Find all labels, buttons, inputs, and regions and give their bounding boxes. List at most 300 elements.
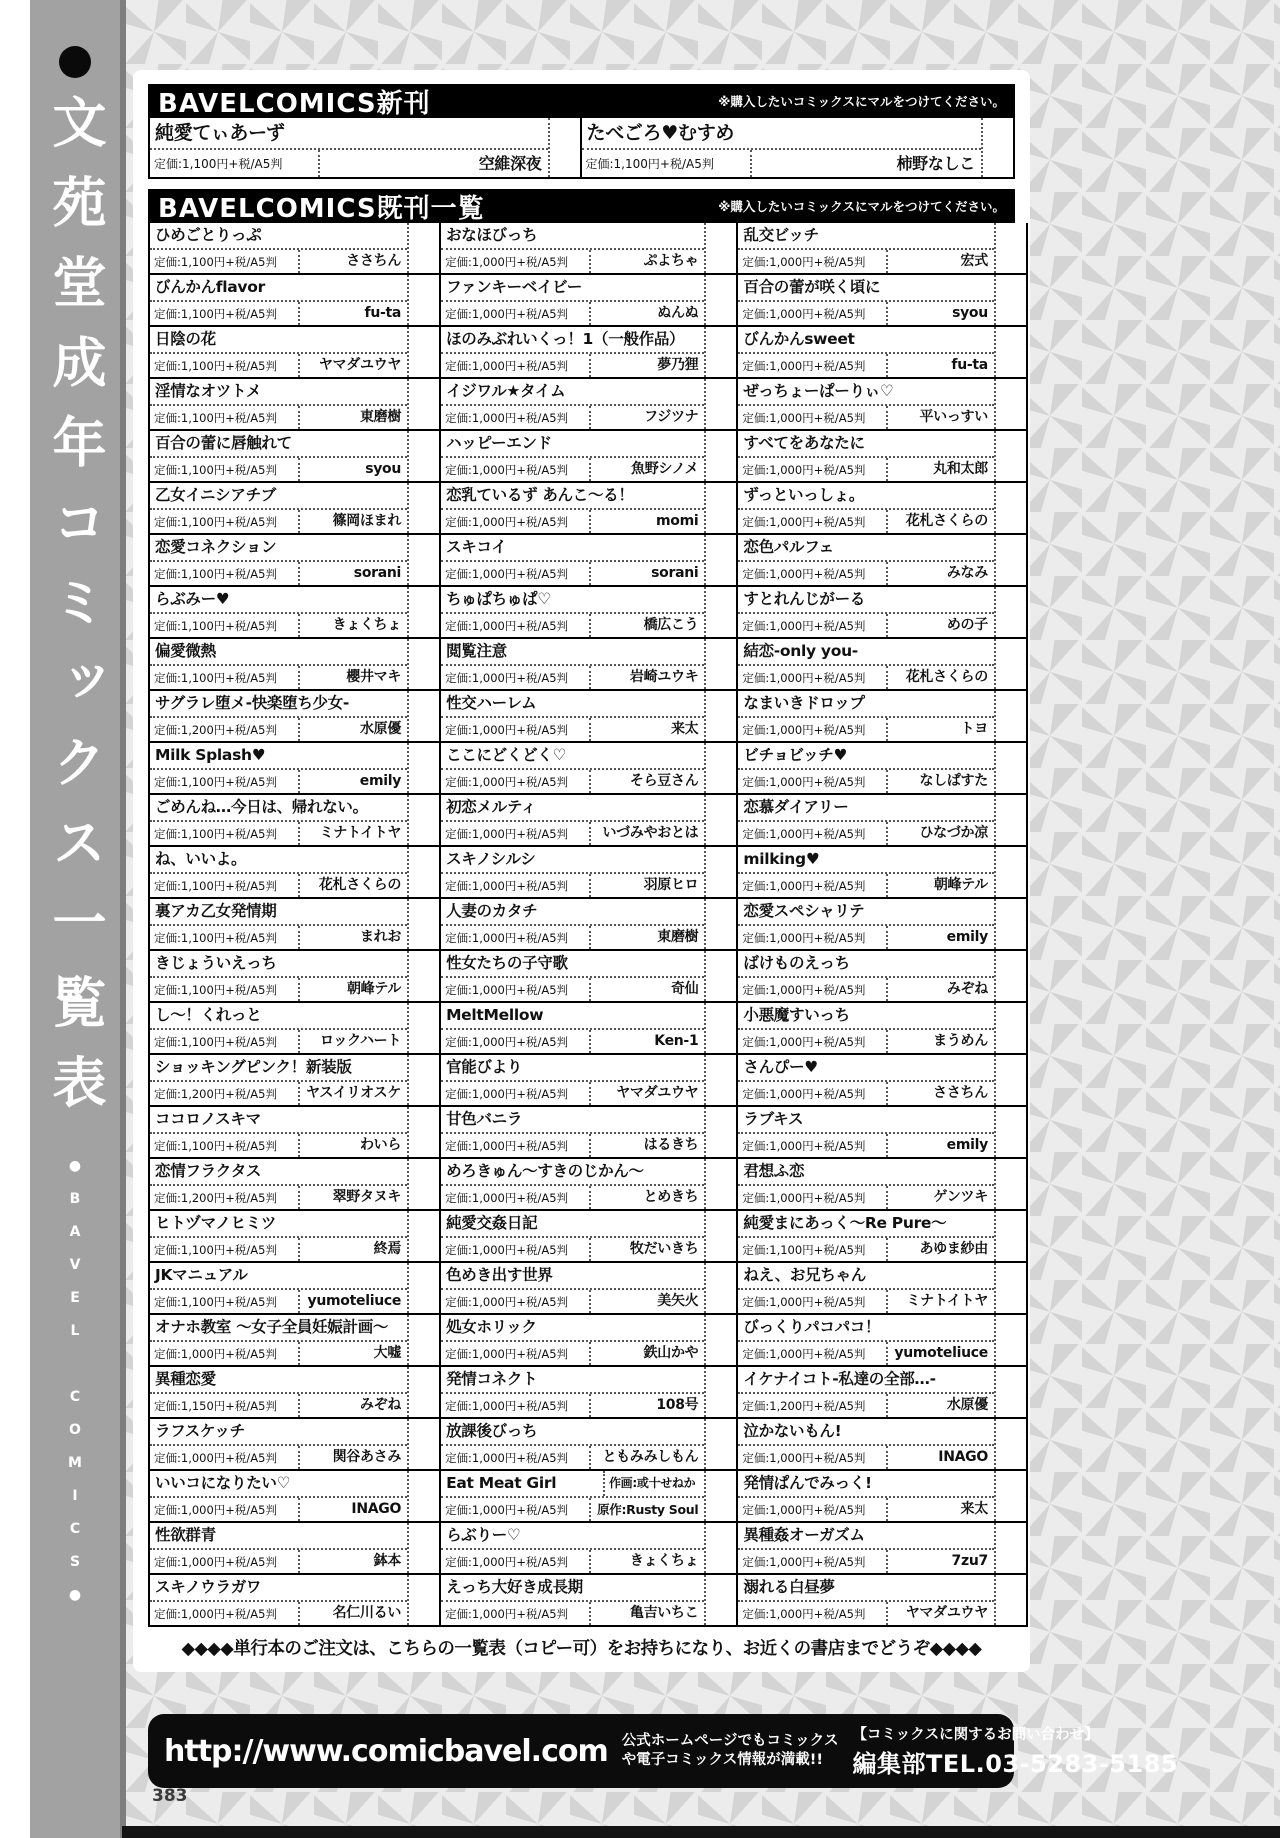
mark-cell <box>704 951 736 1001</box>
mark-cell <box>994 223 1026 273</box>
catalog-entry <box>150 379 439 431</box>
entry-price: 定価:1,000円+税/A5判 <box>742 306 866 321</box>
mark-cell <box>994 1055 1026 1105</box>
entry-title: Milk Splash♥ <box>155 746 266 764</box>
catalog-entry <box>441 1159 736 1211</box>
entry-title: 異種姦オーガズム <box>743 1526 865 1544</box>
catalog-entry <box>441 1211 736 1263</box>
backlist-header <box>148 189 1015 223</box>
entry-price: 定価:1,000円+税/A5判 <box>154 1606 277 1621</box>
mark-cell <box>407 327 439 377</box>
entry-title: 性女たちの子守歌 <box>446 954 568 972</box>
mark-cell <box>994 1211 1026 1261</box>
catalog-entry <box>738 743 1026 795</box>
mark-cell <box>994 327 1026 377</box>
catalog-entry <box>582 118 1014 177</box>
catalog-entry <box>441 691 736 743</box>
catalog-entry <box>738 1523 1026 1575</box>
entry-title: 結恋-only you- <box>743 642 858 660</box>
entry-title: ショッキングピンク！新装版 <box>155 1058 352 1076</box>
mark-cell <box>994 639 1026 689</box>
mark-cell <box>994 483 1026 533</box>
catalog-entry <box>150 587 439 639</box>
mark-cell <box>704 1471 736 1521</box>
entry-author: 来太 <box>886 1498 994 1521</box>
entry-price: 定価:1,100円+税/A5判 <box>154 1242 277 1257</box>
entry-title: 恋愛スペシャリテ <box>743 902 865 920</box>
entry-price: 定価:1,000円+税/A5判 <box>742 878 866 893</box>
entry-title: ずっといっしょ。 <box>743 486 865 504</box>
entry-title: 官能びより <box>446 1058 523 1076</box>
entry-author: ヤスイリオスケ <box>298 1082 407 1105</box>
catalog-entry <box>441 275 736 327</box>
entry-author: 美矢火 <box>589 1290 704 1313</box>
new-releases-header <box>148 84 1015 118</box>
mark-cell <box>704 223 736 273</box>
site-footer-bar <box>148 1714 1179 1788</box>
entry-price: 定価:1,100円+税/A5判 <box>154 157 283 171</box>
catalog-entry <box>150 1419 439 1471</box>
mark-cell <box>407 847 439 897</box>
entry-title: 溺れる白昼夢 <box>743 1578 835 1596</box>
footer-contact-tel: 編集部TEL.03-5283-5185 <box>852 1750 1179 1778</box>
entry-author: momi <box>589 510 704 533</box>
catalog-entry <box>150 1367 439 1419</box>
mark-cell <box>994 1367 1026 1417</box>
mark-cell <box>994 951 1026 1001</box>
entry-price: 定価:1,100円+税/A5判 <box>154 774 277 789</box>
mark-cell <box>704 1367 736 1417</box>
entry-title: めろきゅん～すきのじかん～ <box>446 1162 644 1180</box>
entry-author: 名仁川るい <box>298 1602 407 1625</box>
mark-cell <box>704 639 736 689</box>
mark-cell <box>407 1419 439 1469</box>
entry-author: 原作:Rusty Soul <box>589 1498 704 1521</box>
entry-author: 橋広こう <box>589 614 704 637</box>
entry-author: emily <box>298 770 407 793</box>
catalog-entry <box>441 1471 736 1523</box>
entry-price: 定価:1,200円+税/A5判 <box>154 1190 277 1205</box>
entry-author: あゆま紗由 <box>886 1238 994 1261</box>
entry-price: 定価:1,100円+税/A5判 <box>154 254 277 269</box>
entry-title: 君想ふ恋 <box>743 1162 805 1180</box>
entry-author: sorani <box>298 562 407 585</box>
entry-title: ほのみぶれいくっ！1（一般作品） <box>446 330 685 348</box>
catalog-entry <box>738 431 1026 483</box>
entry-title: きじょういえっち <box>155 954 277 972</box>
mark-cell <box>407 899 439 949</box>
catalog-entry <box>738 483 1026 535</box>
catalog-entry <box>738 1419 1026 1471</box>
catalog-entry <box>738 1471 1026 1523</box>
entry-price: 定価:1,100円+税/A5判 <box>154 1294 277 1309</box>
entry-price: 定価:1,000円+税/A5判 <box>742 1554 866 1569</box>
entry-price: 定価:1,100円+税/A5判 <box>154 1034 277 1049</box>
entry-title: JKマニュアル <box>155 1266 248 1284</box>
entry-author: 宏式 <box>886 250 994 273</box>
entry-title: ヒトヅマノヒミツ <box>155 1214 277 1232</box>
entry-price: 定価:1,000円+税/A5判 <box>445 1554 569 1569</box>
entry-title: ちゅぱちゅぱ♡ <box>446 590 551 608</box>
mark-cell <box>407 1159 439 1209</box>
mark-cell <box>994 899 1026 949</box>
entry-title: ね、いいよ。 <box>155 850 247 868</box>
entry-price: 定価:1,100円+税/A5判 <box>154 306 277 321</box>
mark-cell <box>407 431 439 481</box>
mark-cell <box>994 1159 1026 1209</box>
entry-author: みぞね <box>886 978 994 1001</box>
catalog-entry <box>441 1263 736 1315</box>
mark-cell <box>407 379 439 429</box>
entry-author: 水原優 <box>298 718 407 741</box>
mark-cell <box>994 1419 1026 1469</box>
mark-cell <box>407 1003 439 1053</box>
catalog-entry <box>150 1055 439 1107</box>
entry-author: みぞね <box>298 1394 407 1417</box>
entry-author: 108号 <box>589 1394 704 1417</box>
entry-price: 定価:1,000円+税/A5判 <box>742 1034 866 1049</box>
entry-author: 櫻井マキ <box>298 666 407 689</box>
entry-price: 定価:1,000円+税/A5判 <box>742 618 866 633</box>
entry-price: 定価:1,000円+税/A5判 <box>445 358 569 373</box>
backlist-columns <box>148 223 1015 1627</box>
entry-title: 泣かないもん! <box>743 1422 842 1440</box>
mark-cell <box>704 795 736 845</box>
entry-title: 百合の蕾が咲く頃に <box>743 278 881 296</box>
catalog-entry <box>441 1315 736 1367</box>
catalog-entry <box>738 639 1026 691</box>
entry-title-note: 作画:或十せねか <box>603 1471 699 1496</box>
mark-cell <box>704 1055 736 1105</box>
entry-price: 定価:1,000円+税/A5判 <box>445 1606 569 1621</box>
entry-author: ミナトイトヤ <box>298 822 407 845</box>
mark-cell <box>407 223 439 273</box>
entry-price: 定価:1,000円+税/A5判 <box>742 722 866 737</box>
mark-cell <box>994 743 1026 793</box>
entry-title: ラブキス <box>743 1110 804 1128</box>
sidebar-title: 文苑堂成年コミックス一覧表 <box>44 94 107 1134</box>
catalog-entry <box>150 431 439 483</box>
entry-title: 恋色パルフェ <box>743 538 834 556</box>
entry-author: 花札さくらの <box>886 510 994 533</box>
catalog-entry <box>150 275 439 327</box>
entry-price: 定価:1,000円+税/A5判 <box>154 1554 277 1569</box>
entry-price: 定価:1,000円+税/A5判 <box>445 462 569 477</box>
catalog-entry <box>150 1523 439 1575</box>
catalog-entry <box>738 847 1026 899</box>
mark-cell <box>407 1107 439 1157</box>
entry-author: yumoteliuce <box>298 1290 407 1313</box>
new-releases-grid <box>148 118 1015 179</box>
entry-price: 定価:1,000円+税/A5判 <box>445 1398 569 1413</box>
entry-title: えっち大好き成長期 <box>446 1578 583 1596</box>
mark-cell <box>407 1211 439 1261</box>
mark-cell <box>704 1523 736 1573</box>
footer-promo <box>622 1732 839 1770</box>
entry-author: ひなづか凉 <box>886 822 994 845</box>
entry-author: ささちん <box>886 1082 994 1105</box>
entry-author: 丸和太郎 <box>886 458 994 481</box>
entry-title: びっくりパコパコ！ <box>743 1318 881 1336</box>
mark-cell <box>407 951 439 1001</box>
entry-title: 純愛まにあっく～Re Pure～ <box>743 1214 947 1232</box>
catalog-entry <box>441 1575 736 1625</box>
mark-cell <box>994 1003 1026 1053</box>
entry-title: 恋情フラクタス <box>155 1162 262 1180</box>
entry-price: 定価:1,000円+税/A5判 <box>742 566 866 581</box>
mark-cell <box>704 431 736 481</box>
catalog-entry <box>441 899 736 951</box>
website-url: http://www.comicbavel.com <box>164 1733 608 1769</box>
entry-price: 定価:1,000円+税/A5判 <box>742 462 866 477</box>
entry-author: 岩崎ユウキ <box>589 666 704 689</box>
entry-price: 定価:1,100円+税/A5判 <box>154 982 277 997</box>
entry-author: emily <box>886 926 994 949</box>
catalog-entry <box>738 535 1026 587</box>
entry-author: わいら <box>298 1134 407 1157</box>
entry-author: 大嘘 <box>298 1342 407 1365</box>
catalog-entry <box>738 223 1026 275</box>
entry-title: ばけものえっち <box>743 954 850 972</box>
entry-price: 定価:1,000円+税/A5判 <box>742 1502 866 1517</box>
entry-title: なまいきドロップ <box>743 694 865 712</box>
entry-title: いいコになりたい♡ <box>155 1474 291 1492</box>
entry-author: めの子 <box>886 614 994 637</box>
entry-author: きょくちょ <box>298 614 407 637</box>
mark-cell <box>704 587 736 637</box>
entry-title: 発情ぱんでみっく! <box>743 1474 872 1492</box>
entry-title: びんかんflavor <box>155 278 265 296</box>
entry-author: 牧だいきち <box>589 1238 704 1261</box>
entry-title: 処女ホリック <box>446 1318 537 1336</box>
catalog-entry <box>150 327 439 379</box>
entry-title: 淫情なオツトメ <box>155 382 262 400</box>
mark-cell <box>704 1419 736 1469</box>
entry-price: 定価:1,000円+税/A5判 <box>445 1086 569 1101</box>
entry-title: ハッピーエンド <box>446 434 552 452</box>
entry-author: なしぱすた <box>886 770 994 793</box>
catalog-entry <box>441 483 736 535</box>
mark-cell <box>994 1263 1026 1313</box>
entry-author: 夢乃狸 <box>589 354 704 377</box>
mark-cell <box>407 743 439 793</box>
sidebar-subtitle: ●BAVEL COMICS● <box>67 1158 83 1620</box>
mark-cell <box>994 1575 1026 1625</box>
entry-title: 恋愛コネクション <box>155 538 277 556</box>
catalog-entry <box>150 951 439 1003</box>
catalog-entry <box>441 795 736 847</box>
entry-author: 鉄山かや <box>589 1342 704 1365</box>
entry-author: 鉢本 <box>298 1550 407 1573</box>
entry-author: 花札さくらの <box>886 666 994 689</box>
entry-price: 定価:1,000円+税/A5判 <box>445 1190 569 1205</box>
entry-price: 定価:1,000円+税/A5判 <box>742 1190 866 1205</box>
catalog-entry <box>738 1367 1026 1419</box>
catalog-entry <box>441 1419 736 1471</box>
entry-author: 篠岡ほまれ <box>298 510 407 533</box>
entry-price: 定価:1,000円+税/A5判 <box>445 410 569 425</box>
entry-title: し〜！くれっと <box>155 1006 262 1024</box>
footer-promo-line2: や電子コミックス情報が満載!! <box>621 1752 824 1768</box>
entry-author: 柿野なしこ <box>750 150 982 177</box>
entry-author: 朝峰テル <box>298 978 407 1001</box>
entry-author: 関谷あさみ <box>298 1446 407 1469</box>
entry-title: ごめんね…今日は、帰れない。 <box>155 798 368 816</box>
order-note: ◆◆◆◆単行本のご注文は、こちらの一覧表（コピー可）をお持ちになり、お近くの書店までどうぞ◆◆◆◆ <box>181 1639 982 1659</box>
entry-price: 定価:1,200円+税/A5判 <box>154 1086 277 1101</box>
entry-title: ビチョビッチ♥ <box>743 746 848 764</box>
catalog-entry <box>738 1315 1026 1367</box>
catalog-entry <box>441 1003 736 1055</box>
entry-author: ともみみしもん <box>589 1446 704 1469</box>
entry-author: フジツナ <box>589 406 704 429</box>
page-number: 383 <box>152 1786 188 1806</box>
catalog-entry <box>738 899 1026 951</box>
entry-author: ロックハート <box>298 1030 407 1053</box>
catalog-entry <box>150 899 439 951</box>
entry-author: 羽原ヒロ <box>589 874 704 897</box>
mark-cell <box>407 795 439 845</box>
entry-price: 定価:1,000円+税/A5判 <box>445 618 569 633</box>
entry-price: 定価:1,000円+税/A5判 <box>742 358 866 373</box>
entry-title: 甘色バニラ <box>446 1110 523 1128</box>
entry-title: イジワル★タイム <box>446 382 566 400</box>
entry-author: 翠野タヌキ <box>298 1186 407 1209</box>
mark-cell <box>704 899 736 949</box>
catalog-entry <box>441 1523 736 1575</box>
entry-author: 空維深夜 <box>318 150 548 177</box>
new-releases-header-title: BAVELCOMICS新刊 <box>158 88 431 119</box>
entry-title: ひめごとりっぷ <box>155 226 262 244</box>
entry-author: INAGO <box>298 1498 407 1521</box>
catalog-entry <box>738 1263 1026 1315</box>
catalog-entry <box>738 1159 1026 1211</box>
catalog-entry <box>150 795 439 847</box>
catalog-entry <box>441 587 736 639</box>
entry-price: 定価:1,100円+税/A5判 <box>154 358 277 373</box>
entry-price: 定価:1,100円+税/A5判 <box>154 566 277 581</box>
mark-cell <box>704 691 736 741</box>
backlist-column <box>439 223 738 1627</box>
entry-title: Eat Meat Girl <box>446 1474 557 1492</box>
entry-price: 定価:1,000円+税/A5判 <box>445 306 569 321</box>
sidebar <box>30 0 126 1838</box>
entry-author: ヤマダユウヤ <box>298 354 407 377</box>
entry-price: 定価:1,000円+税/A5判 <box>154 1450 277 1465</box>
entry-price: 定価:1,000円+税/A5判 <box>445 1138 569 1153</box>
entry-price: 定価:1,200円+税/A5判 <box>742 1398 866 1413</box>
mark-cell <box>994 691 1026 741</box>
entry-title: milking♥ <box>743 850 820 868</box>
entry-price: 定価:1,000円+税/A5判 <box>742 670 866 685</box>
mark-cell <box>704 847 736 897</box>
catalog-entry <box>738 379 1026 431</box>
entry-price: 定価:1,100円+税/A5判 <box>154 1138 277 1153</box>
entry-price: 定価:1,000円+税/A5判 <box>445 1502 569 1517</box>
entry-price: 定価:1,000円+税/A5判 <box>742 254 866 269</box>
entry-price: 定価:1,000円+税/A5判 <box>445 774 569 789</box>
entry-title: 発情コネクト <box>446 1370 538 1388</box>
entry-price: 定価:1,100円+税/A5判 <box>154 826 277 841</box>
new-releases-header-note: ※購入したいコミックスにマルをつけてください。 <box>718 94 1005 109</box>
catalog-entry <box>738 1003 1026 1055</box>
mark-cell <box>994 535 1026 585</box>
entry-title: 異種恋愛 <box>155 1370 216 1388</box>
entry-price: 定価:1,100円+税/A5判 <box>154 618 277 633</box>
entry-title: 閲覧注意 <box>446 642 507 660</box>
mark-cell <box>407 1367 439 1417</box>
entry-title: 偏愛微熱 <box>155 642 216 660</box>
entry-price: 定価:1,000円+税/A5判 <box>445 1034 569 1049</box>
entry-price: 定価:1,100円+税/A5判 <box>742 1242 866 1257</box>
entry-title: スキノウラガワ <box>155 1578 262 1596</box>
entry-author: 朝峰テル <box>886 874 994 897</box>
entry-author: 水原優 <box>886 1394 994 1417</box>
entry-author: sorani <box>589 562 704 585</box>
mark-cell <box>704 535 736 585</box>
entry-title: MeltMellow <box>446 1006 544 1024</box>
entry-author: 魚野シノメ <box>589 458 704 481</box>
entry-title: たべごろ♥むすめ <box>586 122 735 144</box>
entry-title: イケナイコト-私達の全部…- <box>743 1370 936 1388</box>
catalog-entry <box>150 118 582 177</box>
entry-author: きょくちょ <box>589 1550 704 1573</box>
entry-title: 初恋メルティ <box>446 798 537 816</box>
entry-author: ささちん <box>298 250 407 273</box>
entry-author: 7zu7 <box>886 1550 994 1573</box>
entry-title: ファンキーベイビー <box>446 278 582 296</box>
entry-author: syou <box>886 302 994 325</box>
catalog-entry <box>150 223 439 275</box>
entry-title: ここにどくどく♡ <box>446 746 567 764</box>
entry-author: ぷよちゃ <box>589 250 704 273</box>
entry-title: ラフスケッチ <box>155 1422 245 1440</box>
entry-price: 定価:1,000円+税/A5判 <box>445 670 569 685</box>
entry-author: 平いっすい <box>886 406 994 429</box>
entry-price: 定価:1,100円+税/A5判 <box>585 157 714 171</box>
mark-cell <box>704 1315 736 1365</box>
entry-title: スキノシルシ <box>446 850 536 868</box>
catalog-entry <box>738 795 1026 847</box>
entry-price: 定価:1,100円+税/A5判 <box>154 930 277 945</box>
bullet-circle-icon <box>59 46 91 78</box>
catalog-entry <box>738 1107 1026 1159</box>
catalog-entry <box>738 1211 1026 1263</box>
entry-title: すとれんじがーる <box>743 590 865 608</box>
mark-cell <box>407 1523 439 1573</box>
mark-cell <box>704 1107 736 1157</box>
entry-price: 定価:1,100円+税/A5判 <box>154 410 277 425</box>
entry-price: 定価:1,000円+税/A5判 <box>742 826 866 841</box>
mark-cell <box>994 379 1026 429</box>
catalog-entry <box>738 691 1026 743</box>
entry-author: fu-ta <box>886 354 994 377</box>
entry-author: INAGO <box>886 1446 994 1469</box>
mark-cell <box>704 483 736 533</box>
entry-price: 定価:1,000円+税/A5判 <box>445 514 569 529</box>
entry-author: トヨ <box>886 718 994 741</box>
entry-author: 奇仙 <box>589 978 704 1001</box>
entry-title: 恋乳ているず あんこ〜る！ <box>446 486 634 504</box>
catalog-entry <box>150 535 439 587</box>
backlist-header-note: ※購入したいコミックスにマルをつけてください。 <box>718 199 1005 214</box>
entry-price: 定価:1,000円+税/A5判 <box>445 566 569 581</box>
entry-author: yumoteliuce <box>886 1342 994 1365</box>
entry-price: 定価:1,000円+税/A5判 <box>742 1294 866 1309</box>
mark-cell <box>407 1055 439 1105</box>
mark-cell <box>994 1107 1026 1157</box>
entry-author: ヤマダユウヤ <box>886 1602 994 1625</box>
